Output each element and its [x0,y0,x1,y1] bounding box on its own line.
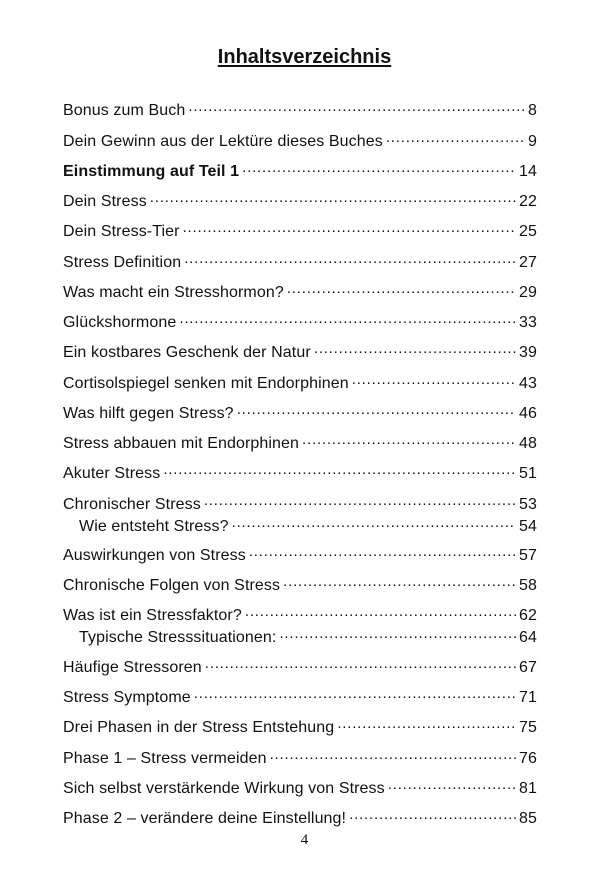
toc-entry-page: 53 [519,496,537,513]
toc-leader [205,654,516,672]
toc-leader [242,158,516,176]
toc-entry-label: Was macht ein Stresshormon? [63,284,284,301]
toc-entry [63,97,537,119]
toc-entry [63,654,537,676]
toc-entry-page: 64 [519,629,537,646]
toc-leader [188,97,525,115]
toc-entry-page: 71 [519,689,537,706]
toc-entry-label: Was ist ein Stressfaktor? [63,607,242,624]
toc-entry-page: 8 [528,102,537,119]
toc-entry [63,775,537,797]
toc-leader [314,339,516,357]
toc-entry-label: Ein kostbares Geschenk der Natur [63,344,311,361]
toc-entry-label: Dein Stress [63,193,147,210]
toc-entry [63,572,537,594]
toc-leader [337,714,516,732]
toc-entry-label: Auswirkungen von Stress [63,547,246,564]
toc-entry [63,218,537,240]
toc-entry-label: Dein Stress-Tier [63,223,180,240]
toc-entry-label: Chronischer Stress [63,496,201,513]
toc-entry-label: Wie entsteht Stress? [79,518,229,535]
page-number: 4 [300,832,309,848]
toc-entry [63,745,537,767]
toc-entry-label: Einstimmung auf Teil 1 [63,163,240,180]
toc-leader [163,460,516,478]
toc-leader [349,805,516,823]
toc-leader [388,775,516,793]
toc-leader [302,430,516,448]
toc-leader [352,370,516,388]
toc-entry-page: 9 [528,133,537,150]
toc-leader [232,513,516,531]
toc-title: Inhaltsverzeichnis [217,46,392,68]
toc-entry-page: 81 [519,780,537,797]
toc-leader [179,309,516,327]
toc-subentry [79,513,537,535]
toc-entry-label: Stress abbauen mit Endorphinen [63,435,300,452]
toc-entry-page: 54 [519,518,537,535]
toc-entry [63,339,537,361]
toc-entry-label: Bonus zum Buch [63,102,186,119]
toc-entry [63,491,537,513]
toc-leader [150,188,516,206]
toc-entry-page: 58 [519,577,537,594]
toc-leader [194,684,516,702]
toc-leader [283,572,516,590]
toc-entry [63,158,537,180]
toc-entry-label: Glückshormone [63,314,177,331]
toc-leader [249,542,516,560]
toc-entry [63,805,537,827]
toc-entry-label: Chronische Folgen von Stress [63,577,281,594]
toc-entry [63,684,537,706]
toc-leader [386,128,525,146]
toc-entry [63,309,537,331]
toc-entry [63,128,537,150]
toc-entry [63,430,537,452]
toc-entry-label: Dein Gewinn aus der Lektüre dieses Buches [63,133,383,150]
toc-entry [63,188,537,210]
toc-leader [184,249,516,267]
toc-entry-page: 27 [519,254,537,271]
toc-entry-page: 48 [519,435,537,452]
toc-entry [63,714,537,736]
toc-leader [270,745,516,763]
toc-leader [245,602,516,620]
toc-entry-page: 62 [519,607,537,624]
toc-subentry [79,624,537,646]
toc-entry [63,542,537,564]
toc-entry-page: 25 [519,223,537,240]
toc-entry-page: 29 [519,284,537,301]
toc-entry-label: Drei Phasen in der Stress Entstehung [63,719,335,736]
toc-entry [63,460,537,482]
toc-entry-page: 57 [519,547,537,564]
toc-leader [279,624,516,642]
toc-entry-label: Was hilft gegen Stress? [63,405,234,422]
toc-entry-page: 67 [519,659,537,676]
toc-entry-page: 14 [519,163,537,180]
toc-entry-label: Stress Symptome [63,689,191,706]
toc-entry [63,279,537,301]
toc-entry-label: Sich selbst verstärkende Wirkung von Stress [63,780,385,797]
toc-entry [63,249,537,271]
toc-entry-page: 76 [519,750,537,767]
toc-leader [204,491,516,509]
toc-entry-label: Typische Stresssituationen: [79,629,277,646]
toc-entry-page: 75 [519,719,537,736]
toc-entry-label: Phase 2 – verändere deine Einstellung! [63,810,347,827]
toc-entry-page: 51 [519,465,537,482]
toc-entry-page: 33 [519,314,537,331]
toc-entry [63,370,537,392]
toc-leader [183,218,516,236]
toc-entry-label: Stress Definition [63,254,182,271]
toc-leader [287,279,516,297]
toc-entry-label: Cortisolspiegel senken mit Endorphinen [63,375,349,392]
toc-entry-page: 22 [519,193,537,210]
toc-entry-label: Phase 1 – Stress vermeiden [63,750,267,767]
toc-entry [63,400,537,422]
toc-entry [63,602,537,624]
toc-entry-page: 39 [519,344,537,361]
toc-leader [237,400,516,418]
toc-entry-page: 46 [519,405,537,422]
toc-entry-label: Häufige Stressoren [63,659,202,676]
toc-entry-label: Akuter Stress [63,465,161,482]
toc-entry-page: 85 [519,810,537,827]
toc-entry-page: 43 [519,375,537,392]
